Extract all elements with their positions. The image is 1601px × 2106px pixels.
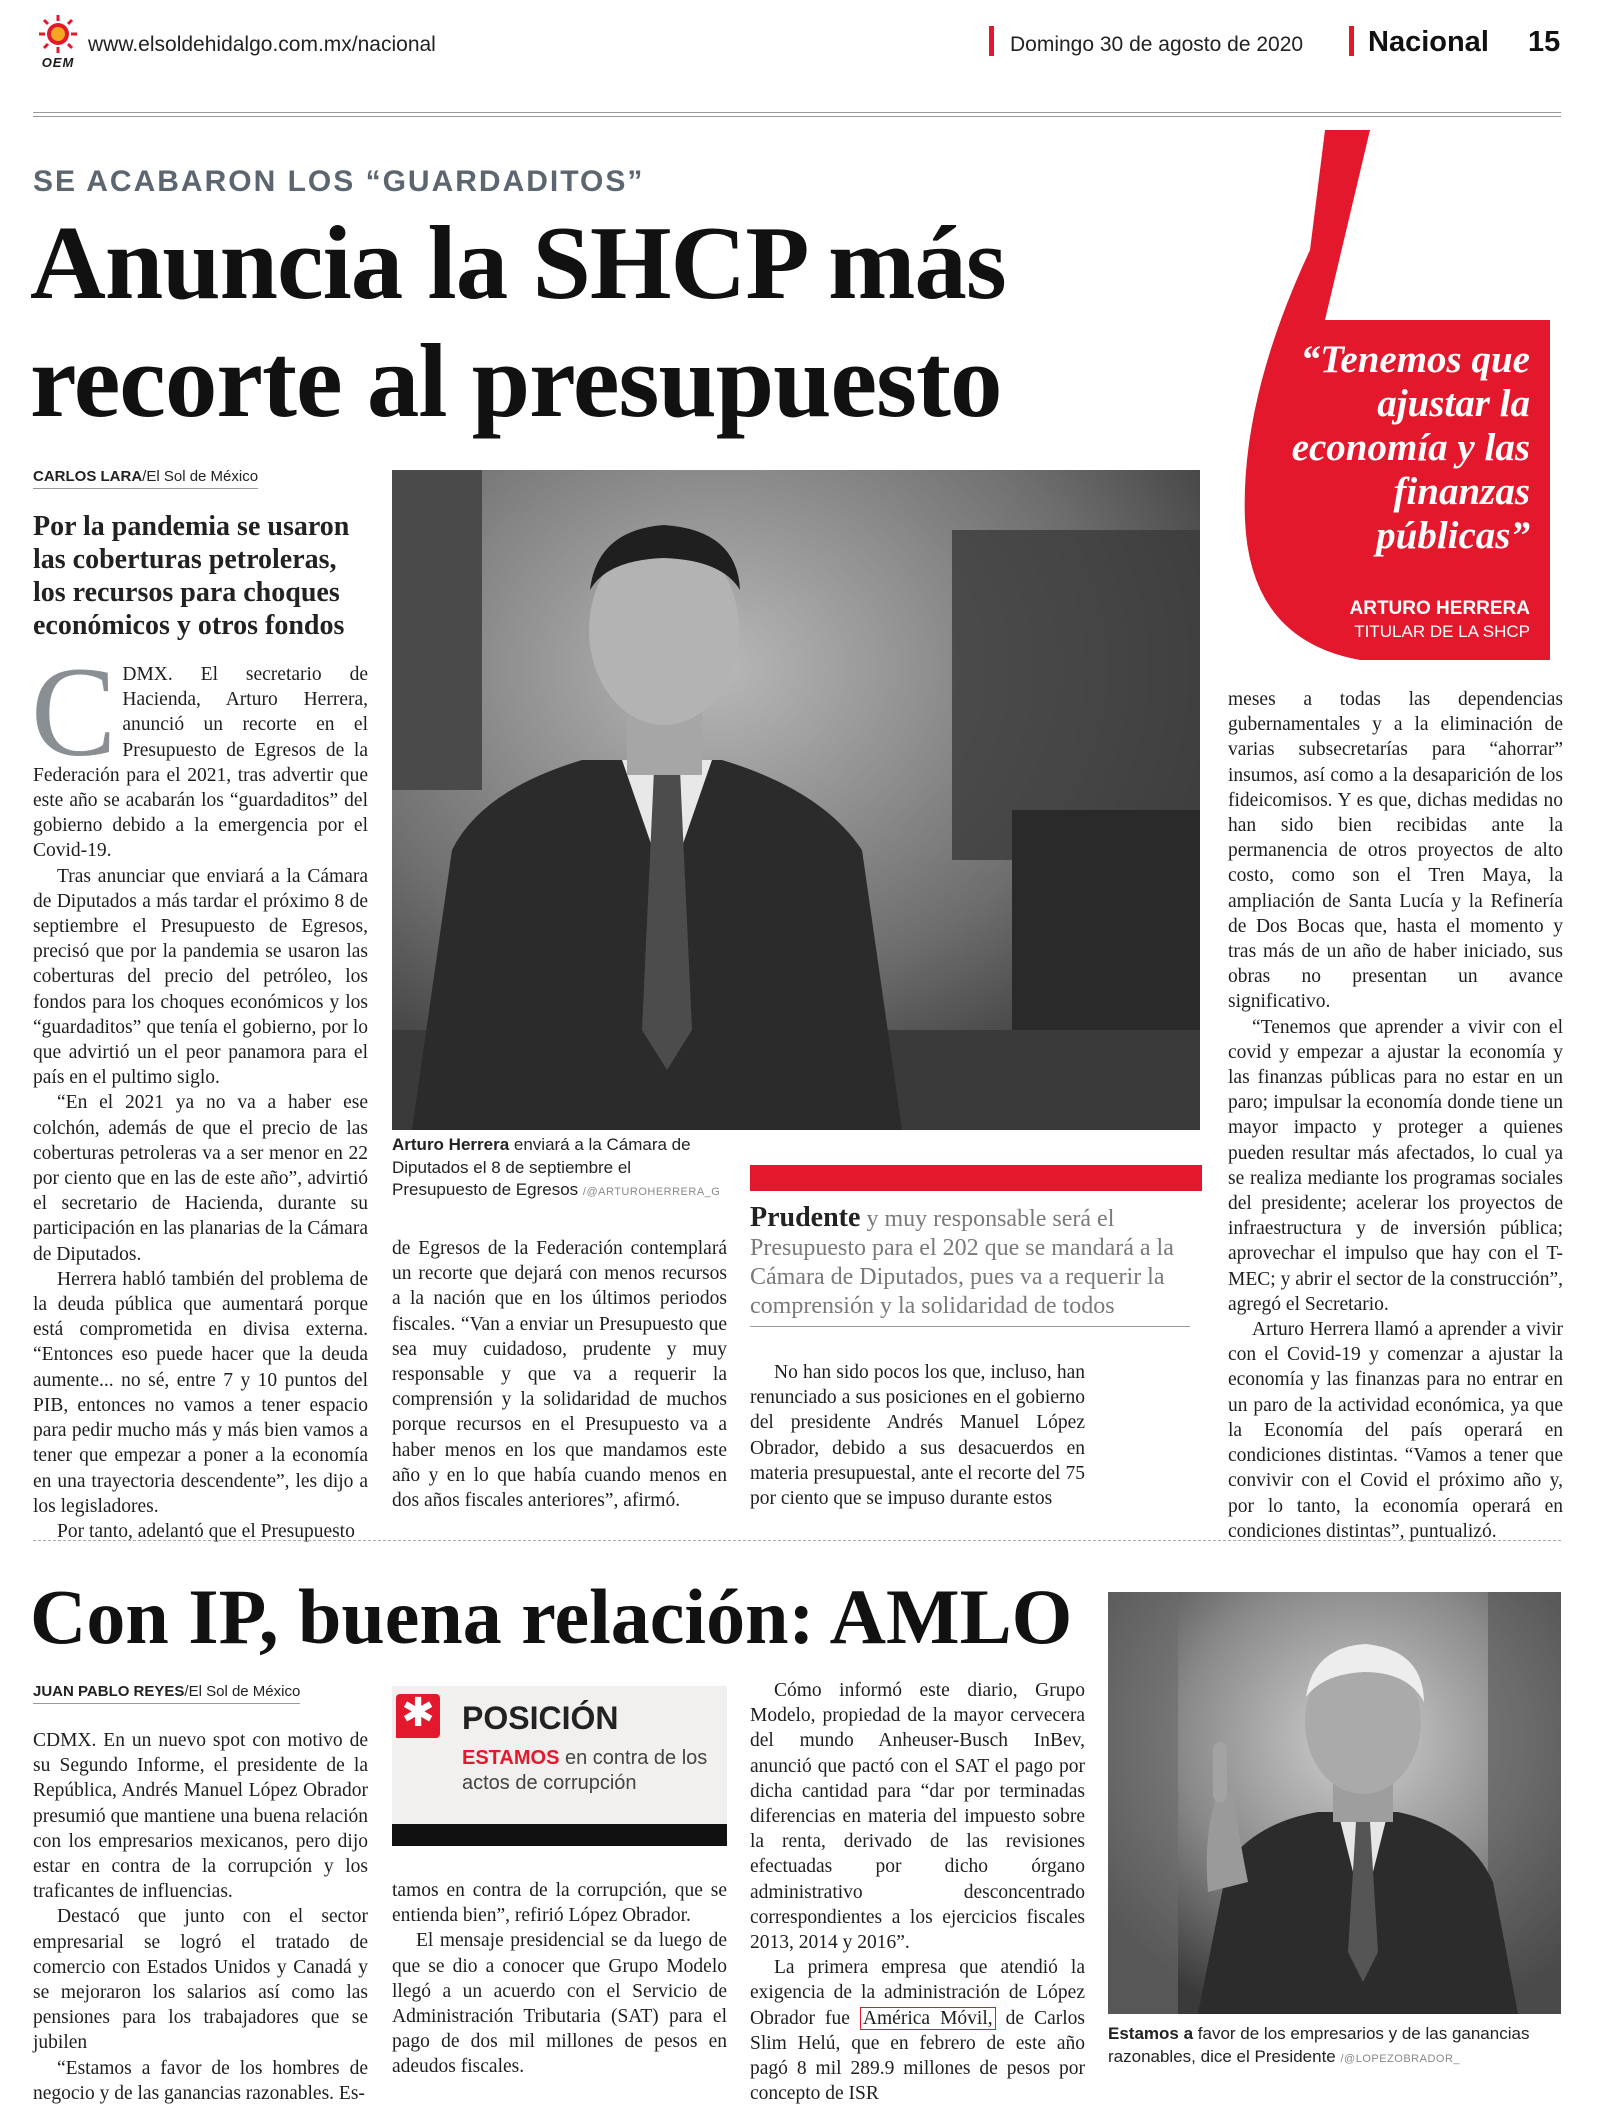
pull-box: Prudente y muy responsable será el Presupuesto para el 202 que se mandará a la Cámara de Diputados, pues va a requerir la comprensión y la solidaridad de todos — [750, 1202, 1174, 1319]
paragraph: “En el 2021 ya no va a haber ese colchón, además de que el precio de las coberturas petroleras va a ser menor en 22 por ciento que en las de este año”, advirtió el secretario de Hacienda, durante su participación en las planarias de la Cámara de Diputados. — [33, 1092, 368, 1265]
highlighted-company: América Móvil, — [860, 2007, 996, 2030]
paragraph: Tras anunciar que enviará a la Cámara de Diputados a más tardar el próximo 8 de septiembre el Presupuesto de Egresos, precisó que por la pandemia se usaron las coberturas del precio del petróleo, los fondos para los choques económicos y los “guardaditos” que tenía el gobierno, por lo que advirtió un el peor panamora para el país en el pultimo siglo. — [33, 865, 368, 1089]
position-box-bold: ESTAMOS — [462, 1747, 560, 1769]
paragraph: de Egresos de la Federación contemplará un recorte que dejará con menos recursos a la nación que en los últimos periodos fiscales. “Van a enviar un Presupuesto que sea muy cuidadoso, prudente y muy responsable y que va a requerir la comprensión y la solidaridad de muchos porque recursos en el Presupuesto va a haber menos en los que mandamos este año y en lo que había cuando menos en dos años fiscales anteriores”, afirmó. — [392, 1238, 727, 1512]
herrera-photo-illustration — [392, 470, 1200, 1130]
position-box-bar — [392, 1824, 727, 1846]
header-url[interactable]: www.elsoldehidalgo.com.mx/nacional — [88, 33, 436, 56]
drop-cap: C — [31, 641, 117, 783]
section-name: Nacional — [1368, 26, 1489, 58]
section-divider — [1349, 26, 1354, 56]
story2-headline: Con IP, buena relación: AMLO — [30, 1573, 1073, 1660]
position-box-icon-bg — [396, 1690, 440, 1738]
pull-box-lead: Prudente — [750, 1202, 861, 1233]
kicker: SE ACABARON LOS “GUARDADITOS” — [33, 165, 645, 198]
caption-lead: Estamos a — [1108, 2024, 1194, 2043]
paragraph: Arturo Herrera llamó a aprender a vivir con el Covid-19 y comenzar a ajustar la economía y las finanzas para no entrar en un paro de la actividad económica, ya que la Economía del país operará en condiciones distintas. “Vamos a tener que convivir con el Covid el próximo año y, por lo tanto, la economía operará en condiciones distintas”, puntualizó. — [1228, 1319, 1563, 1542]
byline-author: CARLOS LARA — [33, 468, 143, 485]
story2-column-2 — [392, 1878, 727, 2080]
paragraph: CDMX. En un nuevo spot con motivo de su Segundo Informe, el presidente de la República, Andrés Manuel López Obrador presumió que mantiene una buena relación con los empresarios mexicanos, pero dijo estar en contra de la corrupción y los traficantes de influencias. — [33, 1730, 368, 1903]
quote-author: ARTURO HERRERA — [1349, 598, 1530, 619]
page-number: 15 — [1528, 26, 1561, 58]
paragraph: La primera empresa que atendió la exigencia de la administración de López Obrador fue América Móvil, de Carlos Slim Helú, que en febrero de este año pagó 8 mil 289.9 millones de pesos por concepto de ISR — [750, 1957, 1085, 2105]
amlo-photo — [1108, 1592, 1561, 2014]
paragraph: Destacó que junto con el sector empresarial se logró el tratado de comercio con Estados Unidos y Canadá y se mejoraron los salarios así como las pensiones para los trabajadores que se jubilen — [33, 1906, 368, 2054]
herrera-photo-caption: Arturo Herrera enviará a la Cámara de Diputados el 8 de septiembre el Presupuesto de Egresos /@ARTUROHERRERA_G — [392, 1135, 721, 1199]
position-box-text: ESTAMOS en contra de los actos de corrupción — [462, 1747, 708, 1794]
story2-byline — [33, 1683, 300, 1704]
story2-column-3 — [750, 1678, 1085, 2106]
story-separator — [33, 1540, 1561, 1541]
position-box-label: POSICIÓN — [462, 1700, 619, 1736]
quote-author-title: TITULAR DE LA SHCP — [1354, 622, 1530, 641]
asterisk-icon: ✱ — [401, 1690, 435, 1736]
position-box — [392, 1686, 727, 1846]
paragraph: Herrera habló también del problema de la deuda pública que aumentará porque está comprometida en divisa externa. “Entonces eso puede hacer que la deuda aumente... no sé, entre 7 y 10 puntos del PIB, entonces no vamos a tener espacio para pedir mucho más y más bien vamos a tener que empezar a poner a la economía en una trayectoria descendente”, les dijo a los legisladores. — [33, 1268, 368, 1517]
headline-line-2: recorte al presupuesto — [30, 322, 1002, 439]
date-divider — [989, 26, 994, 56]
story1-column-4 — [1228, 687, 1563, 1544]
pull-box-rule — [750, 1326, 1190, 1327]
paragraph: “Tenemos que aprender a vivir con el covid y empezar a ajustar la economía y las finanzas públicas para no estar en un paro; impulsar la economía donde tiene un mayor impacto y proteger a quienes pueden resultar más afectados, lo cual ya se realiza mediante los programas sociales del presidente; acelerar los proyectos de infraestructura y de inversión pública; aprovechar el impulso que hay con el T-MEC; y abrir el sector de la construcción”, agregó el Secretario. — [1228, 1016, 1563, 1315]
amlo-photo-illustration — [1108, 1592, 1561, 2014]
header-date: Domingo 30 de agosto de 2020 — [1010, 33, 1304, 56]
story1-column-1 — [31, 641, 368, 1544]
paragraph: tamos en contra de la corrupción, que se entienda bien”, refirió López Obrador. — [392, 1880, 727, 1927]
pull-box-red-bar — [750, 1165, 1202, 1191]
story1-column-2 — [392, 1236, 727, 1513]
header-rule — [33, 112, 1561, 117]
byline — [33, 468, 258, 489]
lead-paragraph: C DMX. El secretario de Hacienda, Arturo Herrera, anunció un recorte en el Presupuesto de Egresos de la Federación para el 2021, tras advertir que este año se acabarán los “guardaditos” del gobierno debido a la emergencia por el Covid-19. — [31, 641, 368, 862]
pull-quote: “Tenemos que ajustar la economía y las finanzas públicas” — [1291, 338, 1530, 557]
paragraph: meses a todas las dependencias gubernamentales y a la eliminación de varias subsecretarías para “ahorrar” insumos, así como a la desaparición de los fideicomisos. Y es que, dichas medidas no han sido bien recibidas ante la permanencia de otros proyectos de alto costo, como son el Tren Maya, la ampliación de Santa Lucía y la Refinería de Dos Bocas que, hasta el momento y tras más de un año de haber iniciado, sus obras no presentan un avance significativo. — [1228, 689, 1563, 1013]
logo-text: OEM — [41, 55, 75, 70]
story2-column-1 — [33, 1728, 368, 2106]
paragraph: Cómo informó este diario, Grupo Modelo, propiedad de la mayor cervecera del mundo Anheuser-Busch InBev, anunció que pactó con el SAT el pago por dicha cantidad para “dar por terminadas diferencias en materia del impuesto sobre la renta, derivado de las revisiones efectuadas por dicho órgano administrativo desconcentrado correspondientes a los ejercicios fiscales 2013, 2014 y 2016”. — [750, 1680, 1085, 1954]
story1-column-3 — [750, 1360, 1085, 1511]
headline-line-1: Anuncia la SHCP más — [30, 204, 1006, 321]
caption-name: Arturo Herrera — [392, 1135, 510, 1154]
byline-outlet: /El Sol de México — [184, 1683, 301, 1700]
byline-author: JUAN PABLO REYES — [33, 1683, 185, 1700]
paragraph: “Estamos a favor de los hombres de negocio y de las ganancias razonables. Es- — [33, 2057, 368, 2104]
paragraph: No han sido pocos los que, incluso, han renunciado a sus posiciones en el gobierno del presidente Andrés Manuel López Obrador, debido a sus desacuerdos en materia presupuestal, ante el recorte del 75 por ciento que se impuso durante estos — [750, 1362, 1085, 1510]
masthead-logo — [33, 12, 83, 72]
amlo-photo-caption: Estamos a favor de los empresarios y de las ganancias razonables, dice el Presidente /@LOPEZOBRADOR_ — [1108, 2024, 1530, 2066]
paragraph: El mensaje presidencial se da luego de que se dio a conocer que Grupo Modelo llegó a un acuerdo con el Servicio de Administración Tributaria (SAT) para el pago de dos mil millones de pesos en adeudos fiscales. — [392, 1930, 727, 2078]
paragraph: Por tanto, adelantó que el Presupuesto — [57, 1520, 355, 1542]
photo-credit: /@LOPEZOBRADOR_ — [1340, 2052, 1461, 2065]
deck: Por la pandemia se usaron las coberturas petroleras, los recursos para choques económicos y otros fondos — [33, 511, 350, 641]
photo-credit: /@ARTUROHERRERA_G — [582, 1186, 721, 1198]
herrera-photo — [392, 470, 1200, 1130]
byline-outlet: /El Sol de México — [142, 468, 259, 485]
